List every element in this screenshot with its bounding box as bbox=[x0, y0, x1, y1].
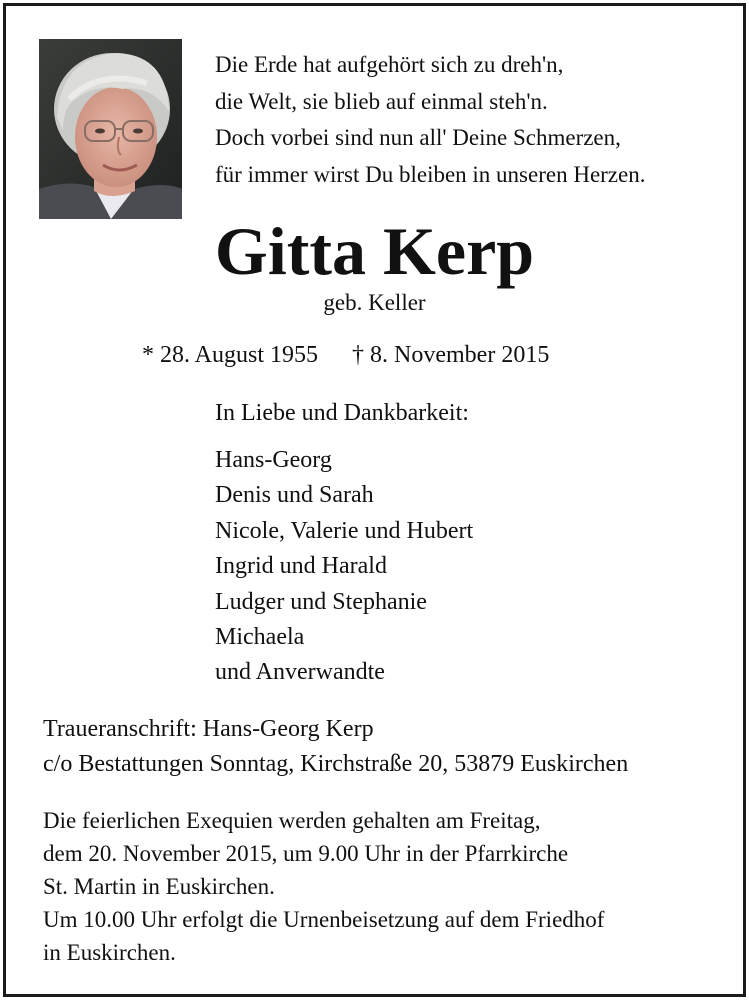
poem-line: Die Erde hat aufgehört sich zu dreh'n, bbox=[215, 52, 564, 77]
death-date: † 8. November 2015 bbox=[352, 342, 550, 368]
urn-burial-info bbox=[43, 903, 604, 969]
mourning-address bbox=[43, 712, 628, 782]
poem-line: die Welt, sie blieb auf einmal steh'n. bbox=[215, 88, 548, 114]
service-line: Die feierlichen Exequien werden gehalten am Freitag, bbox=[43, 808, 541, 833]
mourner-name: Ingrid und Harald bbox=[215, 553, 387, 580]
mourner-name: Nicole, Valerie und Hubert bbox=[215, 517, 474, 544]
poem bbox=[215, 47, 645, 193]
mourner-name: Denis und Sarah bbox=[215, 482, 374, 509]
burial-line: in Euskirchen. bbox=[43, 940, 176, 965]
deceased-name-wrap bbox=[0, 208, 749, 294]
mourner-name: Ludger und Stephanie bbox=[215, 588, 427, 615]
poem-line: für immer wirst Du bleiben in unseren Herzen. bbox=[215, 161, 646, 187]
service-line: dem 20. November 2015, um 9.00 Uhr in der Pfarrkirche bbox=[43, 841, 569, 866]
funeral-service-info bbox=[43, 804, 568, 903]
mourner-name: Michaela bbox=[215, 624, 305, 651]
birth-date: * 28. August 1955 bbox=[142, 342, 319, 368]
life-dates bbox=[142, 339, 549, 371]
poem-line: Doch vorbei sind nun all' Deine Schmerzen, bbox=[215, 125, 621, 150]
mourner-name: und Anverwandte bbox=[215, 659, 385, 686]
burial-line: Um 10.00 Uhr erfolgt die Urnenbeisetzung auf dem Friedhof bbox=[43, 907, 605, 932]
mourner-name: Hans-Georg bbox=[215, 447, 332, 473]
address-line: c/o Bestattungen Sonntag, Kirchstraße 20, 53879 Euskirchen bbox=[43, 751, 629, 777]
address-line: Traueranschrift: Hans-Georg Kerp bbox=[43, 716, 374, 742]
mourners-list bbox=[215, 443, 473, 691]
service-line: St. Martin in Euskirchen. bbox=[43, 874, 275, 899]
portrait-photo bbox=[39, 39, 182, 219]
birth-name: geb. Keller bbox=[323, 290, 426, 315]
portrait-photo-icon bbox=[39, 39, 182, 219]
mourners-heading: In Liebe und Dankbarkeit: bbox=[215, 400, 469, 426]
deceased-name: Gitta Kerp bbox=[214, 213, 535, 289]
